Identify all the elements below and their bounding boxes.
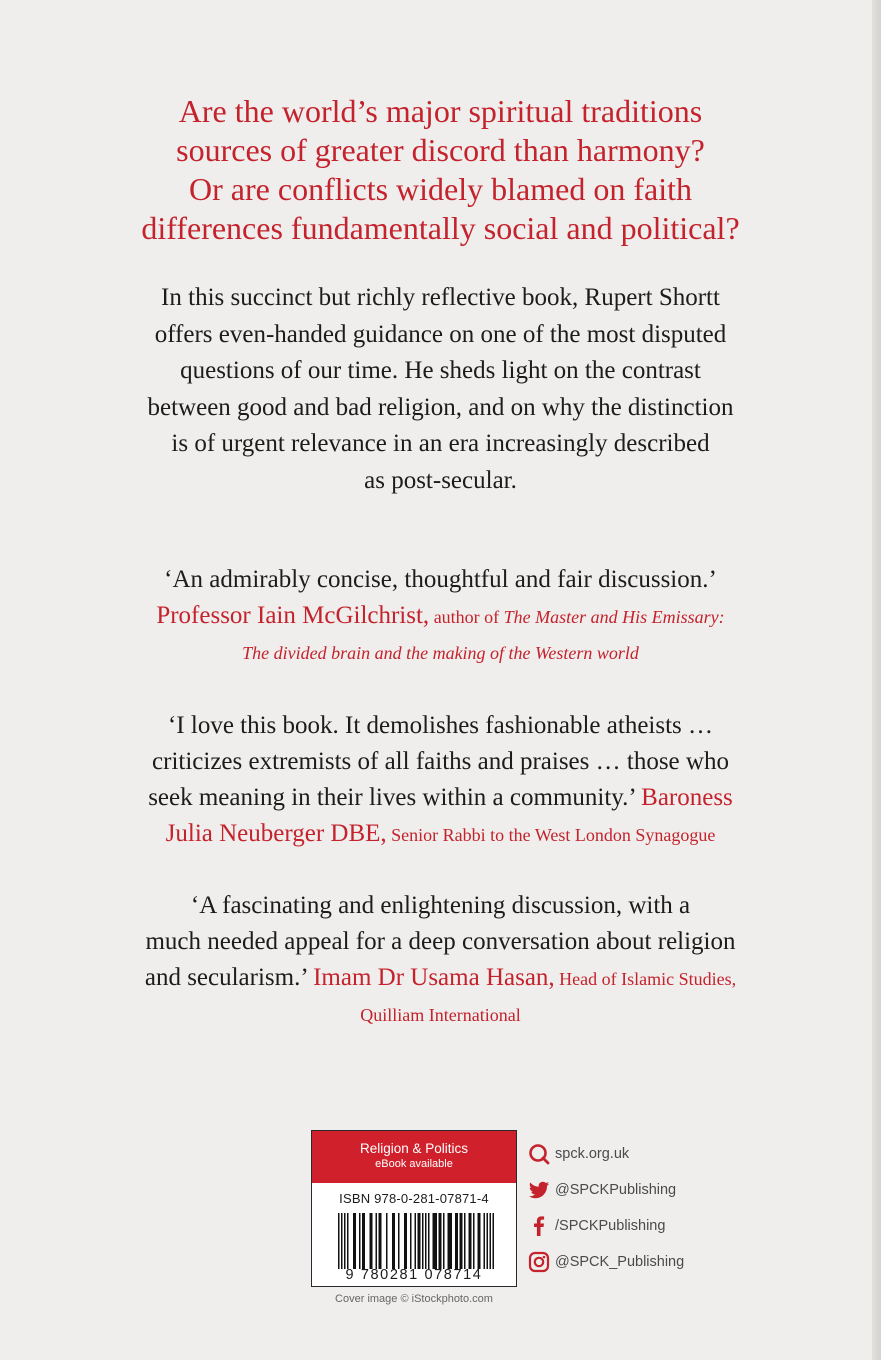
barcode-bars [338, 1213, 494, 1269]
endorser-role: Senior Rabbi to the West London Synagogue [386, 825, 716, 845]
barcode-bar [473, 1213, 475, 1269]
barcode-bar [425, 1213, 427, 1269]
search-icon [528, 1143, 550, 1165]
barcode-bar [376, 1213, 378, 1269]
barcode-bar [490, 1213, 492, 1269]
barcode-bar [469, 1213, 472, 1269]
attribution-line [0, 816, 881, 853]
barcode-bar [341, 1213, 343, 1269]
barcode-bar [433, 1213, 438, 1269]
endorsement-neuberger [0, 708, 881, 853]
barcode-bar [359, 1213, 361, 1269]
quote-text: criticizes extremists of all faiths and praises … those who [152, 748, 729, 775]
headline [0, 92, 881, 248]
barcode-bar [379, 1213, 382, 1269]
endorser-organisation: Quilliam International [360, 1005, 521, 1025]
barcode-bar [404, 1213, 407, 1269]
barcode-bar [370, 1213, 373, 1269]
blurb [0, 280, 881, 499]
ebook-label: eBook available [375, 1158, 453, 1170]
barcode-bar [415, 1213, 417, 1269]
barcode-bar [338, 1213, 340, 1269]
barcode-bar [443, 1213, 445, 1269]
facebook-handle: /SPCKPublishing [555, 1218, 666, 1234]
quote-line [0, 960, 881, 997]
barcode-bar [353, 1213, 356, 1269]
barcode-bar [493, 1213, 495, 1269]
quote-text: ‘An admirably concise, thoughtful and fair discussion.’ [164, 566, 717, 593]
isbn-text: ISBN 978-0-281-07871-4 [339, 1191, 489, 1206]
barcode-bar [418, 1213, 421, 1269]
barcode-bar [460, 1213, 463, 1269]
barcode-bar [455, 1213, 458, 1269]
headline-line: sources of greater discord than harmony? [176, 132, 705, 168]
endorser-name: Professor Iain McGilchrist, [156, 602, 430, 629]
barcode-bar [410, 1213, 412, 1269]
barcode-bar [478, 1213, 481, 1269]
barcode-bar [344, 1213, 346, 1269]
barcode-panel [311, 1130, 517, 1287]
cover-credit: Cover image © iStockphoto.com [335, 1293, 493, 1305]
barcode-bar [464, 1213, 466, 1269]
endorsement-hasan [0, 888, 881, 1033]
barcode-bar [484, 1213, 486, 1269]
barcode-bar [398, 1213, 400, 1269]
blurb-line: questions of our time. He sheds light on the contrast [180, 357, 701, 384]
blurb-line: is of urgent relevance in an era increasingly described [171, 430, 710, 457]
barcode-bar [439, 1213, 442, 1269]
category-banner [312, 1131, 516, 1183]
blurb-line: between good and bad religion, and on why the distinction [147, 393, 734, 421]
barcode-bar [362, 1213, 365, 1269]
quote-text: ‘I love this book. It demolishes fashionable atheists … [167, 712, 714, 739]
headline-line: Or are conflicts widely blamed on faith [189, 171, 692, 207]
website-text: spck.org.uk [555, 1146, 630, 1162]
barcode-bar [386, 1213, 388, 1269]
endorser-name: Baroness [641, 784, 733, 811]
barcode-bar [392, 1213, 395, 1269]
barcode-bar [448, 1213, 453, 1269]
blurb-line: as post-secular. [364, 466, 517, 494]
quote-text: ‘A fascinating and enlightening discussion, with a [190, 892, 691, 919]
category-label: Religion & Politics [359, 1141, 469, 1156]
instagram-icon [528, 1251, 550, 1273]
quote-line [0, 780, 881, 816]
blurb-line: offers even-handed guidance on one of the most disputed [154, 320, 727, 348]
headline-line: differences fundamentally social and political? [141, 210, 740, 246]
attribution-line [0, 598, 881, 635]
quote-text: much needed appeal for a deep conversation about religion [145, 928, 736, 955]
quote-text: seek meaning in their lives within a community.’ [148, 784, 642, 811]
headline-line: Are the world’s major spiritual traditions [178, 93, 703, 129]
endorser-name: Julia Neuberger DBE, [165, 820, 387, 847]
barcode-digits: 9 780281 078714 [345, 1267, 483, 1283]
book-subtitle: The divided brain and the making of the Western world [242, 643, 639, 663]
instagram-handle: @SPCK_Publishing [555, 1254, 685, 1270]
endorser-name: Imam Dr Usama Hasan, [313, 964, 555, 991]
barcode-bar [428, 1213, 430, 1269]
twitter-icon [528, 1179, 550, 1201]
endorser-role: author of [429, 607, 504, 627]
blurb-line: In this succinct but richly reflective book, Rupert Shortt [161, 284, 720, 311]
book-title: The Master and His Emissary: [503, 607, 725, 627]
quote-text: and secularism.’ [144, 964, 314, 991]
endorsement-mcgilchrist [0, 562, 881, 671]
barcode-bar [422, 1213, 424, 1269]
endorser-role: Head of Islamic Studies, [554, 969, 737, 989]
barcode-bar [347, 1213, 349, 1269]
facebook-icon [528, 1215, 550, 1237]
twitter-handle: @SPCKPublishing [555, 1182, 677, 1198]
barcode-bar [487, 1213, 489, 1269]
